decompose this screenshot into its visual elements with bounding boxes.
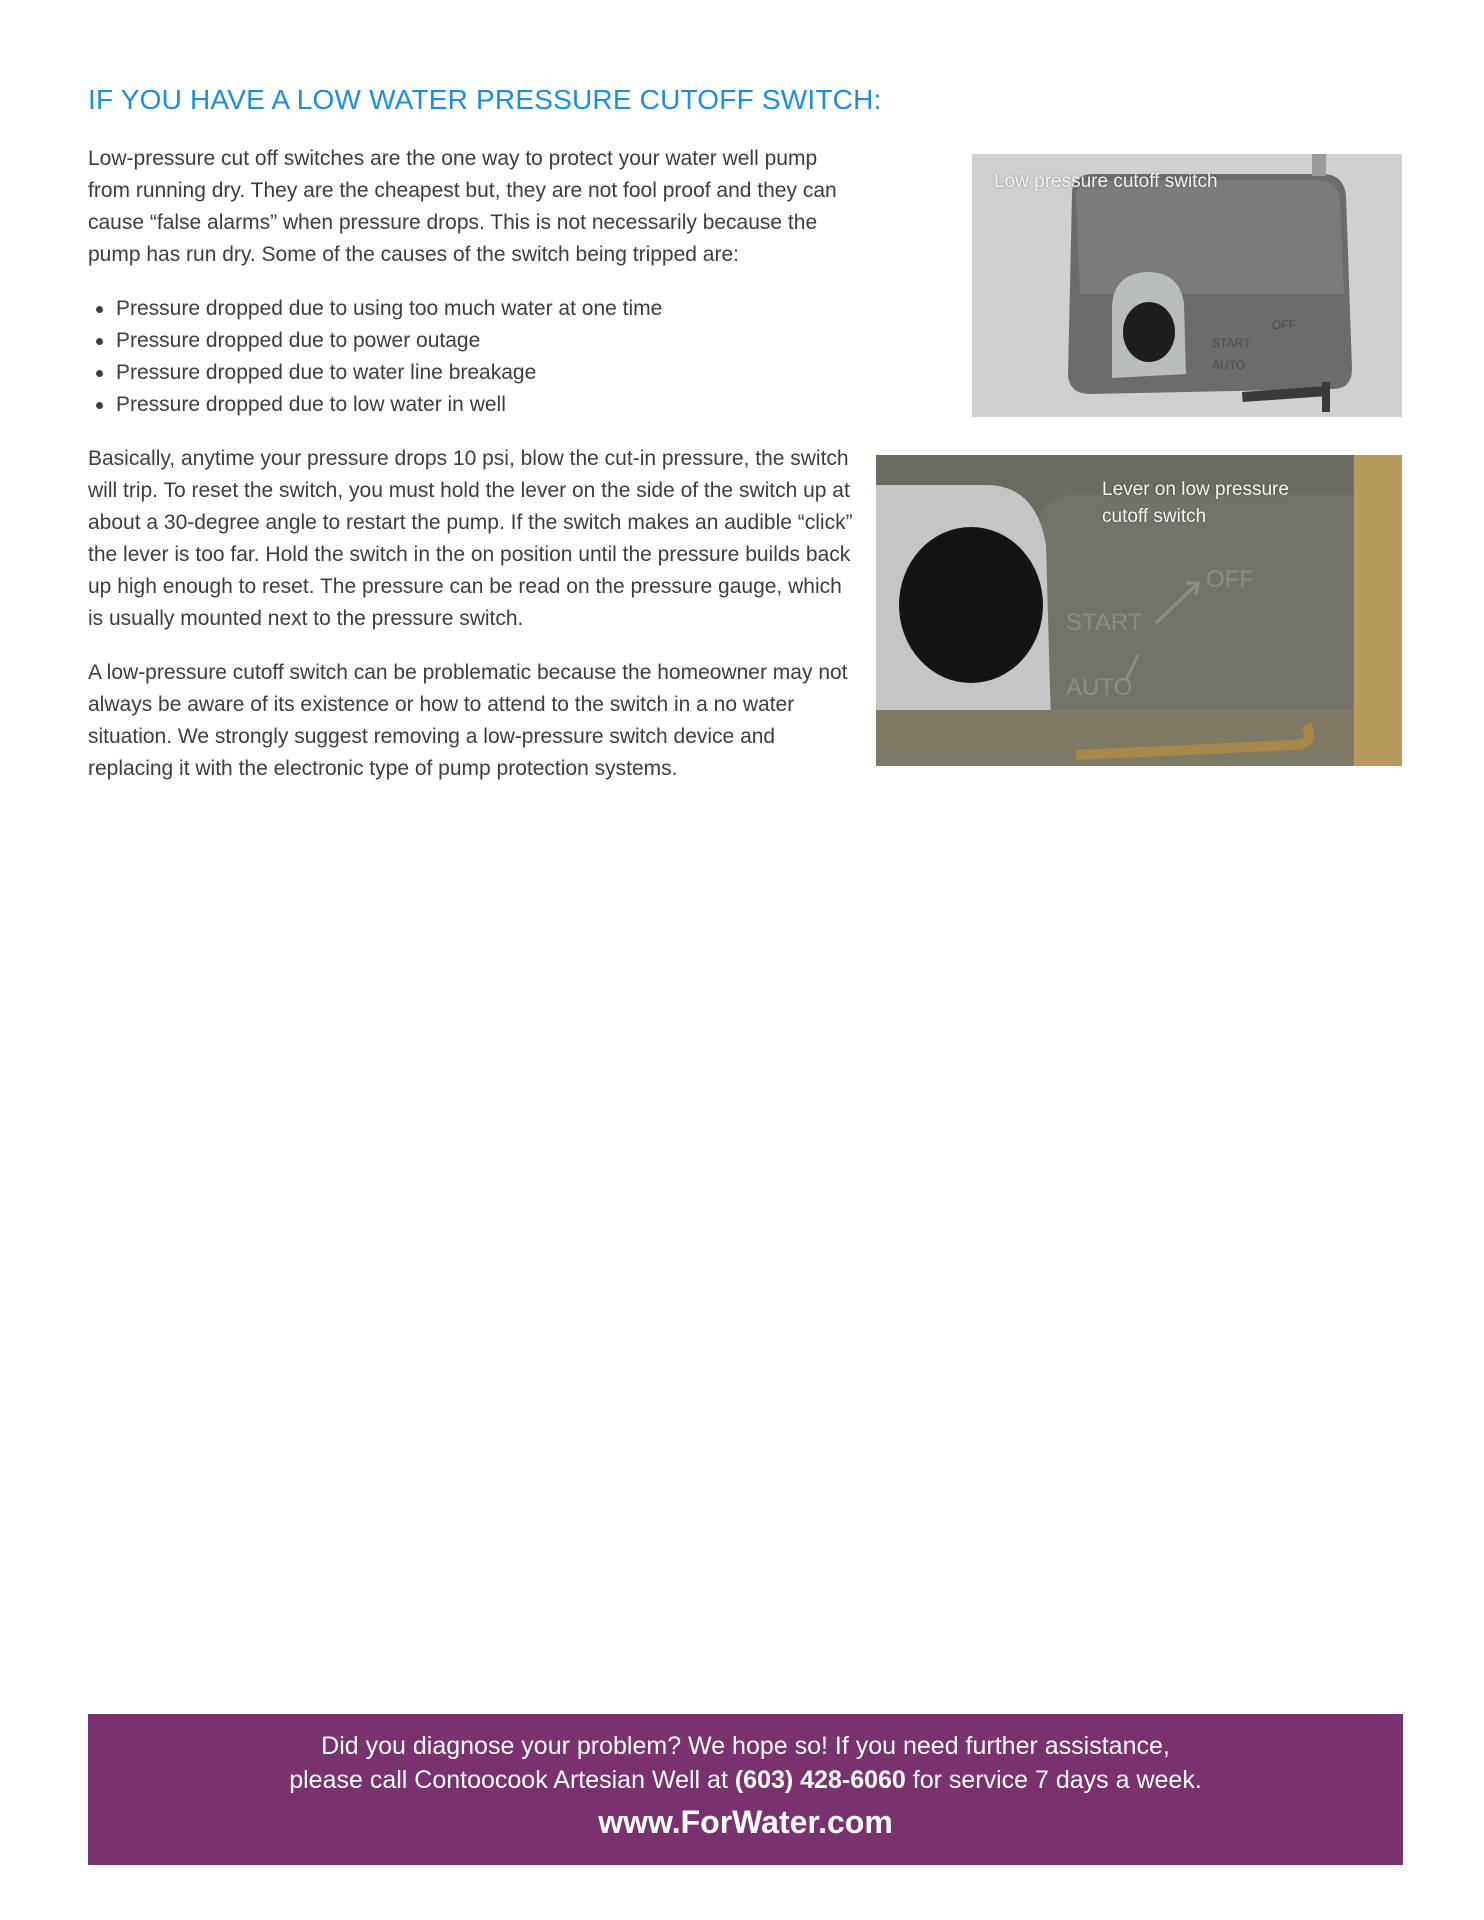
start-label: START <box>1212 336 1251 350</box>
banner-line1: Did you diagnose your problem? We hope so! If you need further assistance, <box>321 1732 1170 1760</box>
contact-banner <box>88 1714 1403 1865</box>
banner-text: please call Contoocook Artesian Well at <box>289 1766 735 1794</box>
start-label: START <box>1066 609 1143 636</box>
banner-line2 <box>88 1763 1403 1797</box>
banner-text: for service 7 days a week. <box>905 1766 1202 1794</box>
section-heading: IF YOU HAVE A LOW WATER PRESSURE CUTOFF SWITCH: <box>88 84 882 115</box>
causes-list <box>88 293 858 421</box>
auto-label: AUTO <box>1212 358 1246 372</box>
pressure-switch-photo <box>972 154 1402 417</box>
off-label: OFF <box>1206 566 1254 593</box>
photo-caption: Lever on low pressure cutoff switch <box>1102 479 1289 527</box>
website-link[interactable]: www.ForWater.com <box>598 1804 893 1840</box>
phone-number[interactable]: (603) 428-6060 <box>734 1766 906 1794</box>
list-item: Pressure dropped due to low water in well <box>116 389 858 421</box>
photo-caption: Low pressure cutoff switch <box>994 171 1218 192</box>
list-item: Pressure dropped due to water line breakage <box>116 357 858 389</box>
reset-instructions-paragraph: Basically, anytime your pressure drops 10 psi, blow the cut-in pressure, the switch will trip. To reset the switch, you must hold the lever on the side of the switch up at about a 30-degree angle to restart the pump. If the switch makes an audible “click” the lever is too far. Hold the switch in the on position until the pressure builds back up high enough to reset. The pressure can be read on the pressure gauge, which is usually mounted next to the pressure switch. <box>88 447 853 630</box>
lever-closeup-photo <box>876 455 1402 766</box>
main-text-column <box>88 143 858 807</box>
list-item: Pressure dropped due to power outage <box>116 325 858 357</box>
auto-label: AUTO <box>1066 674 1133 701</box>
recommendation-paragraph: A low-pressure cutoff switch can be problematic because the homeowner may not always be aware of its existence or how to attend to the switch in a no water situation. We strongly suggest removing a low-pressure switch device and replacing it with the electronic type of pump protection systems. <box>88 661 848 780</box>
intro-paragraph: Low-pressure cut off switches are the one way to protect your water well pump from running dry. They are the cheapest but, they are not fool proof and they can cause “false alarms” when pressure drops. This is not necessarily because the pump has run dry. Some of the causes of the switch being tripped are: <box>88 147 837 266</box>
off-label: OFF <box>1272 318 1296 332</box>
list-item: Pressure dropped due to using too much water at one time <box>116 293 858 325</box>
